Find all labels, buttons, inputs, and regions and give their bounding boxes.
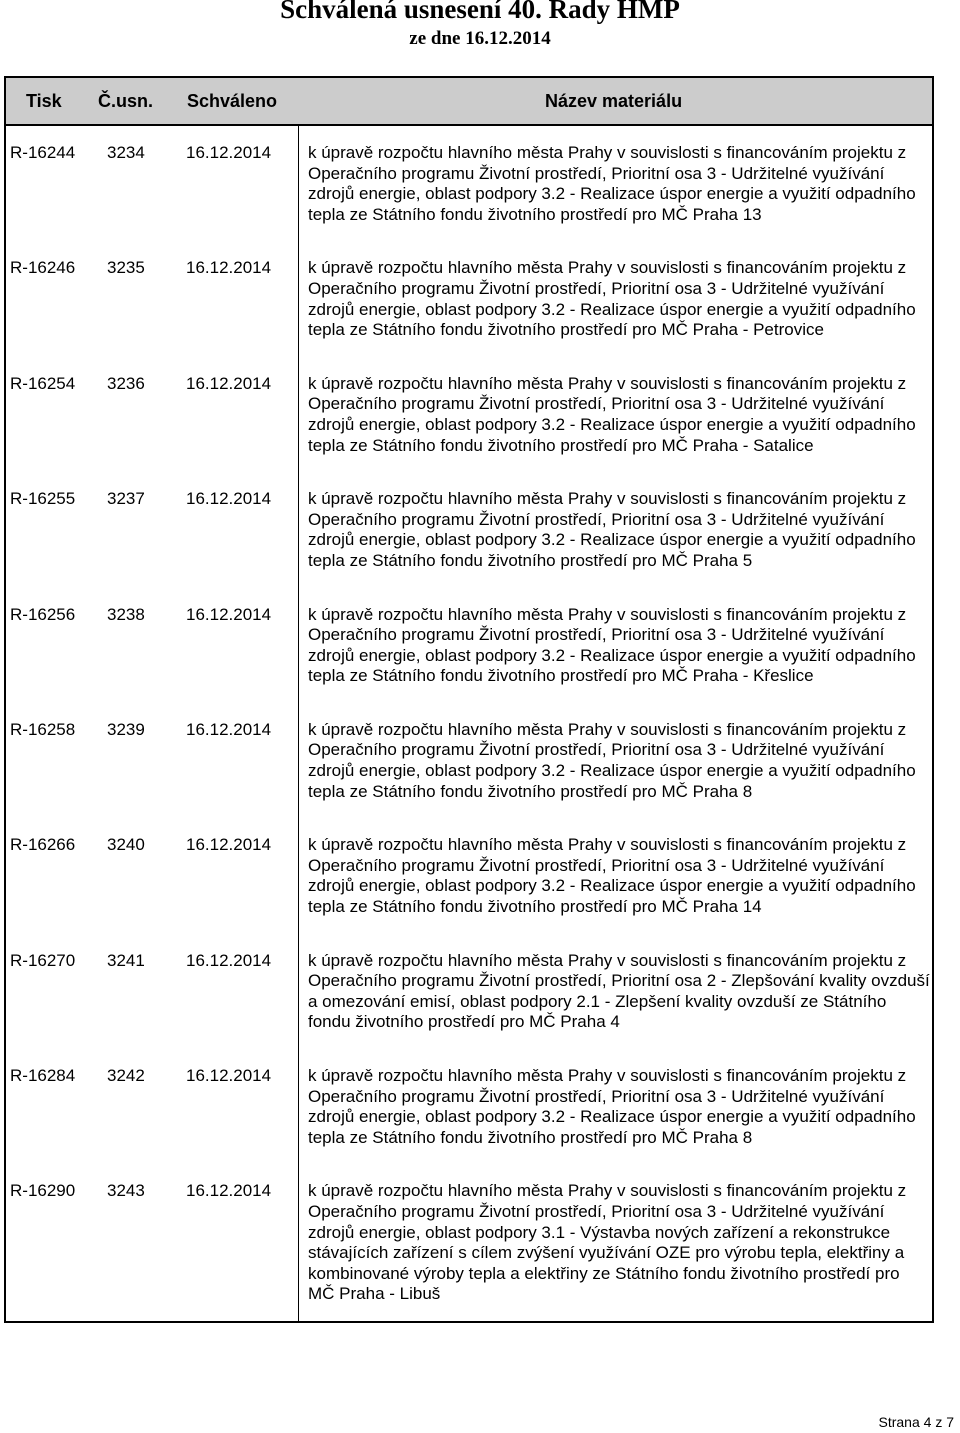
cell-usn: 3235	[107, 258, 145, 278]
cell-nazev: k úpravě rozpočtu hlavního města Prahy v souvislosti s financováním projektu z Operačního programu Životní prostředí, Prioritní osa 3 - Udržitelné využívání zdrojů energie, oblast podpory 3.2 - Realizace úspor energie a využití odpadního tepla ze Státního fondu životního prostředí pro MČ Praha 8	[308, 1066, 916, 1147]
cell-usn: 3236	[107, 373, 145, 393]
table-row	[6, 472, 932, 587]
cell-schvaleno: 16.12.2014	[186, 604, 272, 624]
table-row	[6, 1049, 932, 1164]
cell-nazev: k úpravě rozpočtu hlavního města Prahy v souvislosti s financováním projektu z Operačního programu Životní prostředí, Prioritní osa 3 - Udržitelné využívání zdrojů energie, oblast podpory 3.2 - Realizace úspor energie a využití odpadního tepla ze Státního fondu životního prostředí pro MČ Praha - Křeslice	[308, 604, 916, 686]
cell-tisk: R-16258	[10, 719, 76, 739]
cell-usn: 3240	[107, 835, 145, 855]
cell-nazev: k úpravě rozpočtu hlavního města Prahy v souvislosti s financováním projektu z Operačního programu Životní prostředí, Prioritní osa 3 - Udržitelné využívání zdrojů energie, oblast podpory 3.2 - Realizace úspor energie a využití odpadního tepla ze Státního fondu životního prostředí pro MČ Praha 5	[308, 489, 916, 570]
cell-usn: 3234	[107, 143, 145, 162]
document-date: ze dne 16.12.2014	[409, 28, 551, 49]
cell-nazev: k úpravě rozpočtu hlavního města Prahy v souvislosti s financováním projektu z Operačního programu Životní prostředí, Prioritní osa 3 - Udržitelné využívání zdrojů energie, oblast podpory 3.2 - Realizace úspor energie a využití odpadního tepla ze Státního fondu životního prostředí pro MČ Praha - Satalice	[308, 373, 916, 455]
cell-schvaleno: 16.12.2014	[186, 258, 272, 278]
table-row	[6, 588, 932, 703]
cell-nazev: k úpravě rozpočtu hlavního města Prahy v souvislosti s financováním projektu z Operačního programu Životní prostředí, Prioritní osa 2 - Zlepšování kvality ovzduší a omezování emisí, oblast podpory 2.1 - Zlepšení kvality ovzduší ze Státního fondu životního prostředí pro MČ Praha 4	[308, 950, 930, 1032]
table-row	[6, 818, 932, 933]
table-row	[6, 703, 932, 818]
cell-usn: 3242	[107, 1066, 145, 1085]
cell-nazev: k úpravě rozpočtu hlavního města Prahy v souvislosti s financováním projektu z Operačního programu Životní prostředí, Prioritní osa 3 - Udržitelné využívání zdrojů energie, oblast podpory 3.2 - Realizace úspor energie a využití odpadního tepla ze Státního fondu životního prostředí pro MČ Praha 8	[308, 719, 916, 801]
cell-usn: 3238	[107, 604, 145, 624]
column-header-tisk: Tisk	[26, 91, 62, 111]
cell-schvaleno: 16.12.2014	[186, 1066, 272, 1085]
column-header-schvaleno: Schváleno	[187, 91, 278, 111]
table-header	[6, 78, 932, 126]
table-row	[6, 357, 932, 472]
table-row	[6, 126, 932, 241]
resolutions-table	[4, 76, 934, 1323]
cell-nazev: k úpravě rozpočtu hlavního města Prahy v souvislosti s financováním projektu z Operačního programu Životní prostředí, Prioritní osa 3 - Udržitelné využívání zdrojů energie, oblast podpory 3.2 - Realizace úspor energie a využití odpadního tepla ze Státního fondu životního prostředí pro MČ Praha 14	[308, 835, 916, 917]
column-header-nazev: Název materiálu	[545, 91, 683, 111]
cell-usn: 3241	[107, 950, 145, 970]
cell-nazev: k úpravě rozpočtu hlavního města Prahy v souvislosti s financováním projektu z Operačního programu Životní prostředí, Prioritní osa 3 - Udržitelné využívání zdrojů energie, oblast podpory 3.2 - Realizace úspor energie a využití odpadního tepla ze Státního fondu životního prostředí pro MČ Praha 13	[308, 143, 916, 224]
cell-usn: 3239	[107, 719, 145, 739]
column-header-usn: Č.usn.	[98, 91, 154, 111]
table-row	[6, 1164, 932, 1321]
cell-usn: 3237	[107, 489, 145, 509]
cell-tisk: R-16270	[10, 950, 76, 970]
cell-schvaleno: 16.12.2014	[186, 1181, 272, 1201]
document-title: Schválená usnesení 40. Rady HMP	[280, 0, 680, 24]
cell-schvaleno: 16.12.2014	[186, 835, 272, 855]
cell-schvaleno: 16.12.2014	[186, 489, 272, 509]
cell-usn: 3243	[107, 1181, 145, 1201]
cell-nazev: k úpravě rozpočtu hlavního města Prahy v souvislosti s financováním projektu z Operačního programu Životní prostředí, Prioritní osa 3 - Udržitelné využívání zdrojů energie, oblast podpory 3.1 - Výstavba nových zařízení a rekonstrukce stávajících zařízení s cílem zvýšení využívání OZE pro výrobu tepla, elektřiny a kombinované výroby tepla a elektřiny ze Státního fondu životního prostředí pro MČ Praha - Libuš	[308, 1181, 907, 1304]
cell-schvaleno: 16.12.2014	[186, 950, 272, 970]
cell-schvaleno: 16.12.2014	[186, 143, 272, 162]
table-row	[6, 241, 932, 356]
cell-tisk: R-16256	[10, 604, 76, 624]
cell-tisk: R-16254	[10, 373, 76, 393]
cell-schvaleno: 16.12.2014	[186, 373, 272, 393]
table-body	[6, 126, 932, 1321]
cell-tisk: R-16290	[10, 1181, 76, 1201]
cell-schvaleno: 16.12.2014	[186, 719, 272, 739]
cell-tisk: R-16284	[10, 1066, 76, 1085]
cell-tisk: R-16266	[10, 835, 76, 855]
cell-nazev: k úpravě rozpočtu hlavního města Prahy v souvislosti s financováním projektu z Operačního programu Životní prostředí, Prioritní osa 3 - Udržitelné využívání zdrojů energie, oblast podpory 3.2 - Realizace úspor energie a využití odpadního tepla ze Státního fondu životního prostředí pro MČ Praha - Petrovice	[308, 258, 916, 340]
cell-tisk: R-16244	[10, 143, 76, 162]
page-number: Strana 4 z 7	[878, 1414, 954, 1430]
cell-tisk: R-16246	[10, 258, 76, 278]
table-row	[6, 934, 932, 1049]
cell-tisk: R-16255	[10, 489, 76, 509]
